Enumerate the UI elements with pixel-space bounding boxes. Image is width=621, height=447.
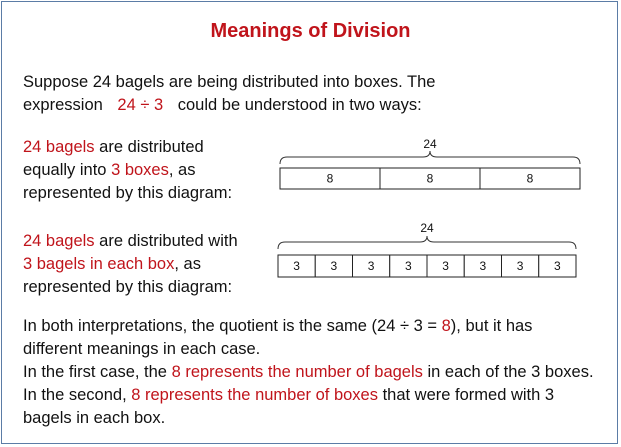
case2-text-1: are distributed with — [94, 232, 238, 250]
intro-line-1: Suppose 24 bagels are being distributed into boxes. The — [23, 73, 436, 91]
conclusion-text-1b: ), but it has — [450, 317, 533, 335]
diagram2-segment-label: 3 — [330, 259, 338, 273]
division-expression: 24 ÷ 3 — [117, 96, 164, 114]
diagram2-segment-label: 3 — [516, 259, 524, 273]
case1-boxes: 3 boxes — [111, 161, 169, 179]
case1-text-1: are distributed — [94, 138, 204, 156]
diagram2-segment-label: 3 — [405, 259, 412, 273]
case1-line-3: represented by this diagram: — [23, 184, 233, 202]
diagram2-segment-label: 3 — [479, 259, 487, 273]
diagram1-brace — [280, 151, 580, 164]
conclusion-text-3a: In the first case, the — [23, 363, 172, 381]
case2-bagels: 24 bagels — [23, 232, 95, 250]
content-frame — [1, 1, 618, 444]
conclusion-line-2: different meanings in each case. — [23, 340, 261, 358]
case2-per-box: 3 bagels in each box — [23, 255, 175, 273]
diagram2-segments — [278, 255, 576, 277]
diagram2-total-label: 24 — [420, 221, 434, 235]
diagram2-segment-label: 3 — [293, 259, 300, 273]
diagram1-segment-label: 8 — [326, 171, 334, 186]
case1-text-2b: , as — [168, 161, 196, 179]
tape-diagrams — [2, 2, 617, 443]
tape-diagram-2 — [278, 221, 576, 277]
quotient-value: 8 — [441, 317, 451, 335]
diagram2-brace — [278, 236, 576, 249]
diagram2-segment-label: 3 — [442, 259, 449, 273]
diagram2-segment-label: 3 — [367, 259, 375, 273]
diagram2-segment-label: 3 — [554, 259, 561, 273]
page-title: Meanings of Division — [210, 20, 411, 42]
conclusion-text-4b: that were formed with 3 — [377, 386, 555, 404]
conclusion-text-4a: In the second, — [23, 386, 132, 404]
conclusion-text-1a: In both interpretations, the quotient is the same (24 ÷ 3 = — [23, 317, 442, 335]
conclusion-text-3b: in each of the 3 boxes. — [422, 363, 594, 381]
case1-text-2a: equally into — [23, 161, 112, 179]
tape-diagram-1 — [280, 137, 580, 189]
diagram1-segment-label: 8 — [426, 171, 434, 186]
case2-line-3: represented by this diagram: — [23, 278, 233, 296]
intro-text-b: could be understood in two ways: — [177, 96, 422, 114]
case1-bagels: 24 bagels — [23, 138, 95, 156]
diagram1-segment-label: 8 — [526, 171, 534, 186]
diagram1-segments — [280, 168, 580, 189]
meaning-bagels: 8 represents the number of bagels — [171, 363, 423, 381]
meaning-boxes: 8 represents the number of boxes — [131, 386, 378, 404]
case2-text-2b: , as — [174, 255, 201, 273]
diagram1-total-label: 24 — [423, 137, 437, 151]
intro-text-a: expression — [23, 96, 103, 114]
conclusion-line-5: bagels in each box. — [23, 409, 166, 427]
